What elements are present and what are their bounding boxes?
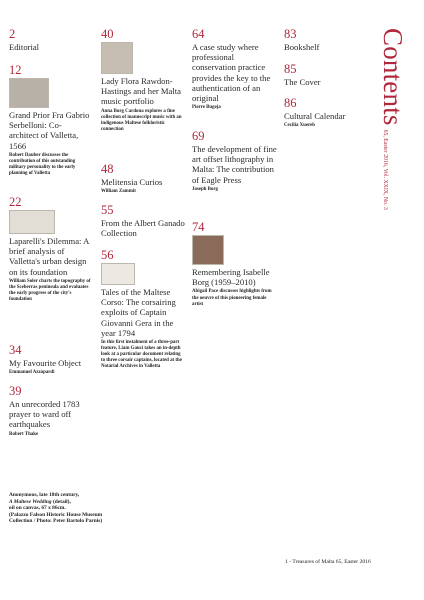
toc-entry-serbelloni [9,64,91,177]
entry-title: Tales of the Maltese Corso: The corsairing exploits of Captain Giovanni Gera in the year 1794 [101,287,176,338]
entry-author: Cecilia Xuereb [284,123,316,129]
page-footer: 1 - Treasures of Malta 65, Easter 2016 [285,559,371,565]
page-number: 2 [9,27,16,41]
caption-line: (Palazzo Falson Historic House Museum Collection / Photo: Peter Bartolo Parnis) [9,511,103,525]
page-number: 64 [192,27,205,41]
painting-thumbnail [192,235,224,265]
page-number: 40 [101,27,114,41]
entry-title: From the Albert Ganado Collection [101,218,185,239]
toc-entry-melitensia [101,163,185,195]
page-number: 86 [284,96,297,110]
entry-description: Abigail Pace discusses highlights from the oeuvre of this pioneering female artist [192,289,272,307]
page-number: 39 [9,384,22,398]
entry-title: The Cover [284,77,321,87]
toc-entry-conservation [192,28,278,111]
toc-entry-favourite-object [9,344,91,376]
page-number: 48 [101,162,114,176]
entry-title: Lady Flora Rawdon-Hastings and her Malta music portfolio [101,76,181,107]
entry-title: A case study where professional conservation practice provides the key to the authentication of an original [192,42,271,104]
entry-title: Editorial [9,42,40,52]
toc-entry-albert-ganado [101,204,185,238]
toc-entry-cultural-calendar [284,97,364,129]
page-number: 22 [9,195,22,209]
entry-title: Bookshelf [284,42,320,52]
entry-author: Emmanuel Azzopardi [9,370,55,376]
page-number: 74 [192,220,205,234]
toc-entry-lithography [192,130,278,193]
caption-artwork-title: A Maltese Wedding [9,498,52,505]
toc-entry-isabelle-borg [192,221,278,308]
toc-entry-lady-flora [101,28,185,133]
contents-vertical-heading [377,28,408,210]
entry-description: Robert Dauber discusses the contribution of this outstanding military personality to the early planning of Valletta [9,152,76,177]
portrait-thumbnail [9,78,49,108]
page-number: 69 [192,129,205,143]
ship-thumbnail [101,263,135,285]
toc-entry-the-cover [284,63,364,87]
page-number: 34 [9,343,22,357]
contents-title: Contents [378,28,408,126]
page-number: 85 [284,62,297,76]
caption-line: Anonymous, late 18th century, [9,492,80,498]
entry-title: The development of fine art offset lithography in Malta: The contribution of Eagle Press [192,144,277,185]
caption-line: A Maltese Wedding (detail), [9,498,71,505]
page-number: 56 [101,248,114,262]
toc-entry-editorial [9,28,91,52]
entry-author: Joseph Borg [192,186,218,192]
toc-entry-prayer [9,385,91,438]
caption-line: oil on canvas, 67 x 86cm. [9,505,66,512]
entry-title: Melitensia Curios [101,177,163,187]
entry-description: William Soler charts the topography of the Sceberras peninsula and evaluates the early progress of the city's foundation [9,278,91,303]
entry-author: Robert Thake [9,431,39,437]
portrait-thumbnail [101,42,133,74]
page-number: 83 [284,27,297,41]
map-thumbnail [9,210,55,234]
entry-title: Remembering Isabelle Borg (1959–2010) [192,267,270,288]
toc-entry-laparelli [9,196,91,303]
entry-title: An unrecorded 1783 prayer to ward off earthquakes [9,399,80,430]
entry-title: Cultural Calendar [284,111,346,121]
issue-info: 65, Easter 2016, Vol. XXIX, No. 3 [382,129,388,210]
entry-title: Laparelli's Dilemma: A brief analysis of Valletta's urban design on its foundation [9,236,89,277]
entry-description: In this first instalment of a three-part feature, Liam Gauci takes an in-depth look at a particular document relating to three corsair captains, located at the Notarial Archives in Valletta [101,340,182,370]
toc-entry-bookshelf [284,28,364,52]
page-number: 12 [9,63,22,77]
toc-entry-maltese-corso [101,249,185,370]
entry-title: My Favourite Object [9,358,82,368]
entry-author: William Zammit [101,189,136,195]
entry-author: Pierre Bugeja [192,105,221,111]
page-number: 55 [101,203,114,217]
entry-title: Grand Prior Fra Gabrio Serbelloni: Co-architect of Valletta, 1566 [9,110,90,151]
entry-description: Anna Borg Cardona explores a fine collection of manuscript music with an indigenous Maltese folkloristic connection [101,108,182,132]
cover-caption [9,492,109,525]
